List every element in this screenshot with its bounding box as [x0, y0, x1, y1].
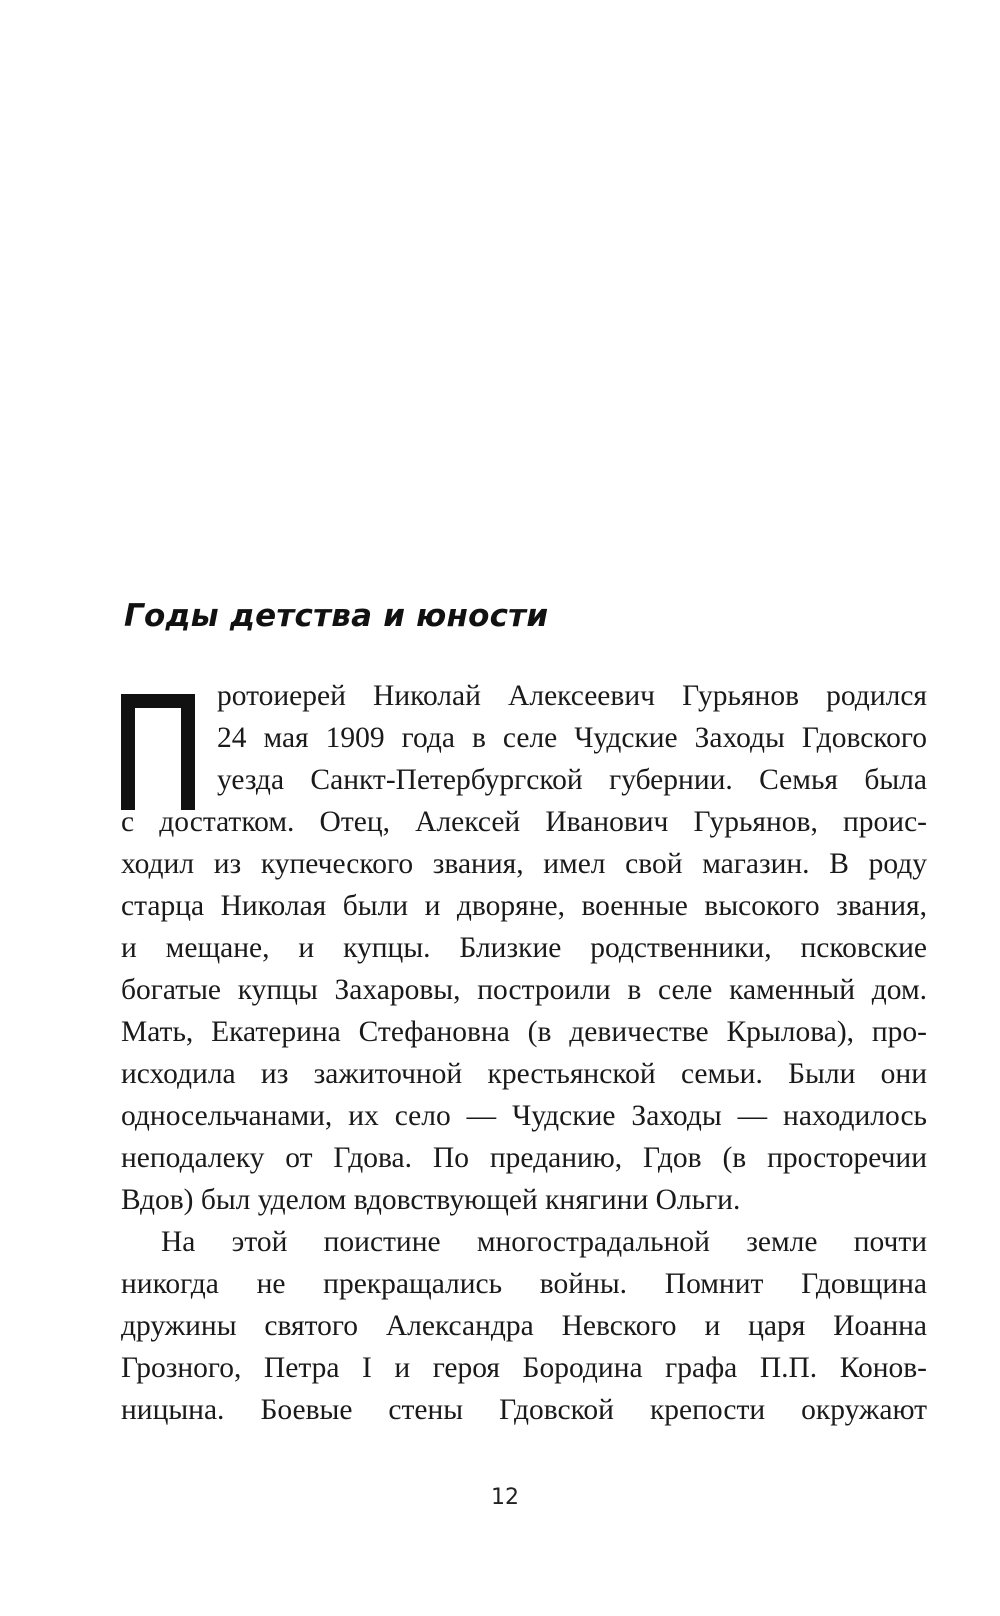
paragraph-line: Мать, Екатерина Стефановна (в девичестве Крылова), про- [121, 1016, 927, 1048]
paragraph-1-dropcap-lines [217, 675, 927, 801]
paragraph-line: 24 мая 1909 года в селе Чудские Заходы Гдовского [217, 722, 927, 754]
paragraph-line: Вдов) был уделом вдовствующей княгини Ольги. [121, 1184, 741, 1216]
paragraph-line: ницына. Боевые стены Гдовской крепости окружают [121, 1394, 927, 1426]
drop-cap-glyph [121, 694, 195, 810]
page-number: 12 [491, 1485, 519, 1510]
paragraph-line: односельчанами, их село — Чудские Заходы — находилось [121, 1100, 927, 1132]
paragraph-line: уезда Санкт-Петербургской губернии. Семья была [217, 764, 927, 796]
paragraph-line: ротоиерей Николай Алексеевич Гурьянов родился [217, 680, 927, 712]
paragraph-line: На этой поистине многострадальной земле почти [161, 1226, 927, 1258]
paragraph-line: богатые купцы Захаровы, построили в селе каменный дом. [121, 974, 927, 1006]
paragraph-line: исходила из зажиточной крестьянской семьи. Были они [121, 1058, 927, 1090]
chapter-title: Годы детства и юности [124, 598, 549, 634]
paragraph-line: ходил из купеческого звания, имел свой магазин. В роду [121, 848, 927, 880]
paragraph-line: старца Николая были и дворяне, военные высокого звания, [121, 890, 927, 922]
paragraph-line: Грозного, Петра I и героя Бородина графа П.П. Конов- [121, 1352, 927, 1384]
paragraph-1-body [121, 801, 927, 1221]
paragraph-line: дружины святого Александра Невского и царя Иоанна [121, 1310, 927, 1342]
drop-cap [121, 694, 195, 810]
paragraph-line: и мещане, и купцы. Близкие родственники, псковские [121, 932, 927, 964]
paragraph-line: неподалеку от Гдова. По преданию, Гдов (в просторечии [121, 1142, 927, 1174]
paragraph-2 [121, 1221, 927, 1431]
paragraph-line: с достатком. Отец, Алексей Иванович Гурьянов, проис- [121, 806, 927, 838]
paragraph-line: никогда не прекращались войны. Помнит Гдовщина [121, 1268, 927, 1300]
